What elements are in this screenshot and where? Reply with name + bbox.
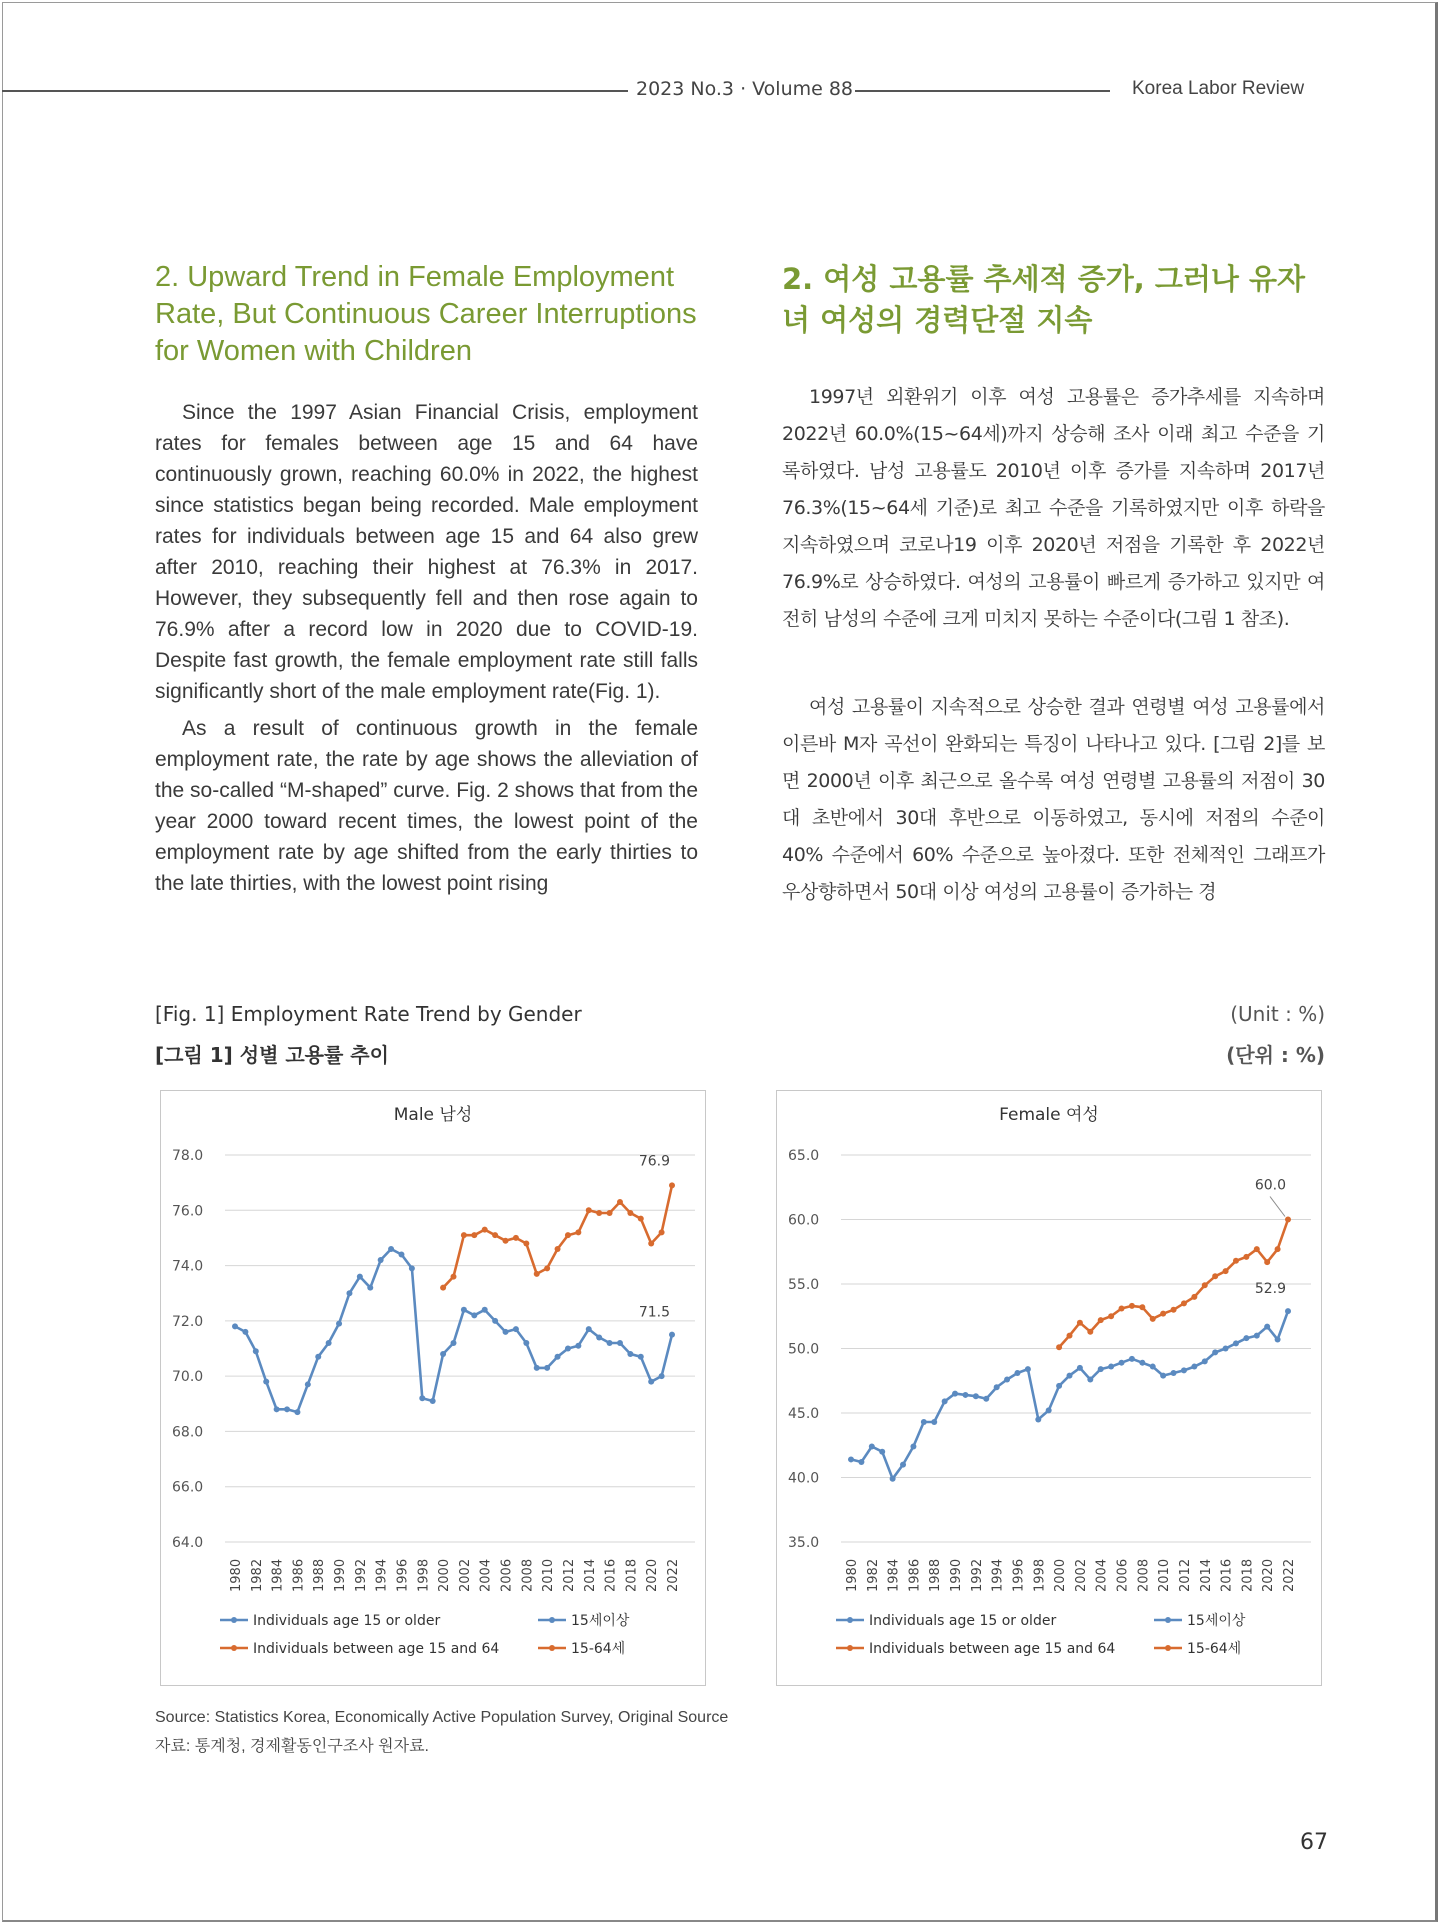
data-point [586,1326,592,1332]
legend-marker [1165,1617,1171,1623]
data-point [627,1210,633,1216]
data-point [1264,1259,1270,1265]
legend-marker [847,1645,853,1651]
y-tick-label: 78.0 [172,1148,204,1164]
data-point [1067,1333,1073,1339]
data-point [1139,1360,1145,1366]
data-point [565,1346,571,1352]
data-point [848,1456,854,1462]
y-tick-label: 50.0 [788,1341,820,1358]
x-tick-label: 1980 [229,1558,244,1592]
x-tick-label: 2020 [1261,1558,1277,1592]
y-tick-label: 65.0 [788,1148,820,1164]
data-point [1254,1333,1260,1339]
data-point [1264,1324,1270,1330]
data-point [1275,1246,1281,1252]
x-tick-label: 1988 [928,1558,944,1592]
x-tick-label: 2016 [1219,1558,1235,1592]
x-tick-label: 1982 [249,1558,265,1592]
data-point [942,1398,948,1404]
data-point [1160,1373,1166,1379]
data-point [1254,1246,1260,1252]
data-point [1160,1311,1166,1317]
data-point [482,1307,488,1313]
data-point [430,1398,436,1404]
data-point [1191,1364,1197,1370]
data-point [513,1235,519,1241]
data-point [627,1351,633,1357]
data-point [440,1285,446,1291]
data-point [388,1246,394,1252]
x-tick-label: 1992 [969,1558,985,1592]
data-point [1035,1416,1041,1422]
data-label: 60.0 [1254,1177,1286,1194]
data-point [1004,1376,1010,1382]
legend-label: Individuals age 15 or older [253,1613,441,1629]
data-point [1212,1273,1218,1279]
data-point [638,1354,644,1360]
figure-title-en: [Fig. 1] Employment Rate Trend by Gender [155,1002,582,1026]
x-tick-label: 2002 [457,1558,473,1592]
y-tick-label: 55.0 [788,1277,820,1293]
legend-marker [231,1645,237,1651]
data-point [648,1379,654,1385]
data-point [952,1391,958,1397]
data-point [492,1318,498,1324]
data-point [586,1207,592,1213]
legend-label: 15세이상 [571,1613,630,1629]
source-en: Source: Statistics Korea, Economically Active Population Survey, Original Source [155,1709,729,1726]
data-point [284,1406,290,1412]
data-point [471,1312,477,1318]
header-journal: Korea Labor Review [1132,78,1305,99]
data-point [451,1340,457,1346]
y-tick-label: 60.0 [788,1212,820,1229]
data-point [617,1340,623,1346]
data-point [482,1227,488,1233]
x-tick-label: 2004 [1094,1558,1110,1592]
chart-frame [161,1091,706,1686]
header-rule-left [2,90,628,92]
x-tick-label: 1990 [333,1558,349,1592]
data-point [1108,1364,1114,1370]
x-tick-label: 1998 [1032,1558,1048,1592]
data-point [1212,1349,1218,1355]
data-point [1119,1360,1125,1366]
data-point [983,1396,989,1402]
x-tick-label: 2022 [1282,1558,1297,1592]
data-point [659,1229,665,1235]
data-point [534,1365,540,1371]
data-point [242,1329,248,1335]
data-point [398,1252,404,1258]
header-rule-right [855,90,1110,92]
data-point [1067,1373,1073,1379]
x-tick-label: 1994 [990,1558,1006,1592]
paragraph-en-2: As a result of continuous growth in the female employment rate, the rate by age shows the alleviation of the so-called “M-shaped” curve. Fig. 2 shows that from the year 2000 toward recent times, the lowest point of the employment rate by age shifted from the early thirties to the late thirties, with the lowest point rising [155,717,698,895]
data-point [555,1246,561,1252]
data-point [669,1182,675,1188]
x-tick-label: 2010 [1157,1558,1173,1592]
data-label: 76.9 [638,1153,670,1170]
data-point [336,1321,342,1327]
legend-marker [549,1617,555,1623]
data-point [523,1240,529,1246]
data-point [513,1326,519,1332]
data-point [409,1265,415,1271]
data-point [367,1285,373,1291]
x-tick-label: 2000 [437,1558,453,1592]
data-point [555,1354,561,1360]
data-point [1223,1268,1229,1274]
y-tick-label: 76.0 [172,1203,204,1220]
x-tick-label: 1998 [416,1558,432,1592]
data-point [232,1323,238,1329]
data-point [1233,1340,1239,1346]
x-tick-label: 2016 [603,1558,619,1592]
legend-label: 15세이상 [1187,1613,1246,1629]
data-point [1202,1282,1208,1288]
data-point [617,1199,623,1205]
data-point [503,1329,509,1335]
chart-frame [777,1091,1322,1686]
data-point [357,1274,363,1280]
figure-title-ko: [그림 1] 성별 고용률 추이 [155,1043,389,1067]
data-point [669,1332,675,1338]
data-point [596,1334,602,1340]
legend-label: Individuals between age 15 and 64 [869,1641,1116,1657]
x-tick-label: 1984 [886,1558,902,1592]
data-point [523,1340,529,1346]
data-point [962,1392,968,1398]
paragraph-ko-2: 여성 고용률이 지속적으로 상승한 결과 연령별 여성 고용률에서 이른바 M자 곡선이 완화되는 특징이 나타나고 있다. [그림 2]를 보면 2000년 이후 최근으로 올수록 여성 연령별 고용률의 저점이 30대 초반에서 30대 후반으로 이동하였고, 동시에 저점의 수준이 40% 수준에서 60% 수준으로 높아졌다. 또한 전체적인 그래프가 우상향하면서 50대 이상 여성의 고용률이 증가하는 경 [782,696,1325,903]
data-point [461,1232,467,1238]
data-point [575,1343,581,1349]
figure-unit-en: (Unit : %) [1230,1002,1325,1026]
data-point [1139,1304,1145,1310]
data-point [1129,1356,1135,1362]
data-point [879,1449,885,1455]
legend-marker [231,1617,237,1623]
data-point [1025,1366,1031,1372]
legend-label: 15-64세 [1187,1641,1242,1657]
x-tick-label: 1984 [270,1558,286,1592]
data-point [1077,1365,1083,1371]
x-tick-label: 2010 [541,1558,557,1592]
x-tick-label: 1988 [312,1558,328,1592]
page-number: 67 [1300,1830,1328,1855]
data-label: 71.5 [638,1304,670,1321]
x-tick-label: 1990 [949,1558,965,1592]
legend-marker [847,1617,853,1623]
data-point [596,1210,602,1216]
data-point [294,1409,300,1415]
data-point [544,1265,550,1271]
x-tick-label: 1992 [353,1558,369,1592]
x-tick-label: 2002 [1073,1558,1089,1592]
data-point [607,1340,613,1346]
data-point [1243,1335,1249,1341]
data-point [492,1232,498,1238]
paragraph-ko-1: 1997년 외환위기 이후 여성 고용률은 증가추세를 지속하며 2022년 60.0%(15~64세)까지 상승해 조사 이래 최고 수준을 기록하였다. 남성 고용률도 2010년 이후 증가를 지속하며 2017년 76.3%(15~64세 기준)로 최고 수준을 기록하였지만 이후 하락을 지속하였으며 코로나19 이후 2020년 저점을 기록한 후 2022년 76.9%로 상승하였다. 여성의 고용률이 빠르게 증가하고 있지만 여전히 남성의 수준에 크게 미치지 못하는 수준이다(그림 1 참조). [782,386,1325,630]
data-point [253,1348,259,1354]
y-tick-label: 70.0 [172,1369,204,1386]
data-point [1119,1306,1125,1312]
y-tick-label: 66.0 [172,1479,204,1496]
x-tick-label: 2022 [666,1558,681,1592]
chart-male [160,1090,706,1686]
x-tick-label: 2014 [1198,1558,1214,1592]
data-point [1129,1303,1135,1309]
data-point [1056,1344,1062,1350]
data-point [1171,1370,1177,1376]
data-point [451,1274,457,1280]
data-point [461,1307,467,1313]
x-tick-label: 2006 [499,1558,515,1592]
data-point [1150,1316,1156,1322]
data-point [1171,1307,1177,1313]
legend-label: 15-64세 [571,1641,626,1657]
x-tick-label: 2018 [1240,1558,1256,1592]
data-point [1098,1317,1104,1323]
data-point [659,1373,665,1379]
y-tick-label: 45.0 [788,1406,820,1422]
data-point [346,1290,352,1296]
x-tick-label: 1996 [1011,1558,1027,1592]
data-point [565,1232,571,1238]
legend-label: Individuals age 15 or older [869,1613,1057,1629]
header-issue: 2023 No.3 · Volume 88 [636,78,854,100]
data-point [575,1229,581,1235]
x-tick-label: 2008 [520,1558,536,1592]
data-point [471,1232,477,1238]
data-point [1181,1300,1187,1306]
data-point [1077,1320,1083,1326]
data-point [994,1384,1000,1390]
data-point [890,1476,896,1482]
data-point [931,1419,937,1425]
data-point [1285,1308,1291,1314]
data-point [973,1393,979,1399]
legend-label: Individuals between age 15 and 64 [253,1641,500,1657]
y-tick-label: 72.0 [172,1313,204,1330]
y-tick-label: 68.0 [172,1424,204,1441]
section-heading-ko: 2. 여성 고용률 추세적 증가, 그러나 유자녀 여성의 경력단절 지속 [782,262,1305,337]
chart-female [776,1090,1322,1686]
y-tick-label: 35.0 [788,1535,820,1551]
data-point [1087,1376,1093,1382]
y-tick-label: 40.0 [788,1470,820,1487]
chart-title: Male 남성 [393,1105,473,1125]
data-point [440,1351,446,1357]
data-point [607,1210,613,1216]
data-point [1202,1358,1208,1364]
y-tick-label: 74.0 [172,1258,204,1275]
figure-unit-ko: (단위 : %) [1226,1043,1325,1067]
data-point [1087,1329,1093,1335]
data-point [1233,1258,1239,1264]
chart-title: Female 여성 [999,1105,1099,1125]
source-ko: 자료: 통계청, 경제활동인구조사 원자료. [155,1738,429,1755]
data-point [419,1395,425,1401]
data-point [1181,1367,1187,1373]
x-tick-label: 2012 [561,1558,577,1592]
data-point [263,1379,269,1385]
data-point [1014,1370,1020,1376]
x-tick-label: 1986 [291,1558,307,1592]
data-point [544,1365,550,1371]
data-point [1098,1366,1104,1372]
x-tick-label: 2006 [1115,1558,1131,1592]
paragraph-en-1: Since the 1997 Asian Financial Crisis, employment rates for females between age 15 and 64 have continuously grown, reaching 60.0% in 2022, the highest since statistics began being recorded. Male employment rates for individuals between age 15 and 64 also grew after 2010, reaching their highest at 76.3% in 2017. However, they subsequently fell and then rose again to 76.9% after a record low in 2020 due to COVID-19. Despite fast growth, the female employment rate still falls significantly short of the male employment rate(Fig. 1). [155,401,698,703]
data-point [1108,1313,1114,1319]
x-tick-label: 2008 [1136,1558,1152,1592]
data-point [274,1406,280,1412]
x-tick-label: 2018 [624,1558,640,1592]
x-tick-label: 1982 [865,1558,881,1592]
data-point [534,1271,540,1277]
section-heading-en: 2. Upward Trend in Female Employment Rate, But Continuous Career Interruptions for Women with Children [155,261,697,367]
x-tick-label: 2000 [1053,1558,1069,1592]
data-point [869,1444,875,1450]
data-label: 52.9 [1254,1281,1286,1298]
data-point [315,1354,321,1360]
data-point [921,1419,927,1425]
x-tick-label: 1980 [845,1558,860,1592]
data-point [326,1340,332,1346]
x-tick-label: 2014 [582,1558,598,1592]
data-point [638,1216,644,1222]
data-point [1243,1254,1249,1260]
data-point [1191,1294,1197,1300]
x-tick-label: 1994 [374,1558,390,1592]
data-point [1046,1407,1052,1413]
data-point [900,1462,906,1468]
data-point [305,1381,311,1387]
data-point [1056,1383,1062,1389]
y-tick-label: 64.0 [172,1535,204,1551]
x-tick-label: 2020 [645,1558,661,1592]
data-point [1285,1217,1291,1223]
data-point [1223,1346,1229,1352]
x-tick-label: 2012 [1177,1558,1193,1592]
legend-marker [549,1645,555,1651]
x-tick-label: 1986 [907,1558,923,1592]
x-tick-label: 1996 [395,1558,411,1592]
data-point [378,1257,384,1263]
legend-marker [1165,1645,1171,1651]
data-point [503,1238,509,1244]
data-point [1275,1336,1281,1342]
data-point [648,1240,654,1246]
x-tick-label: 2004 [478,1558,494,1592]
data-point [858,1459,864,1465]
data-point [1150,1364,1156,1370]
data-point [910,1444,916,1450]
